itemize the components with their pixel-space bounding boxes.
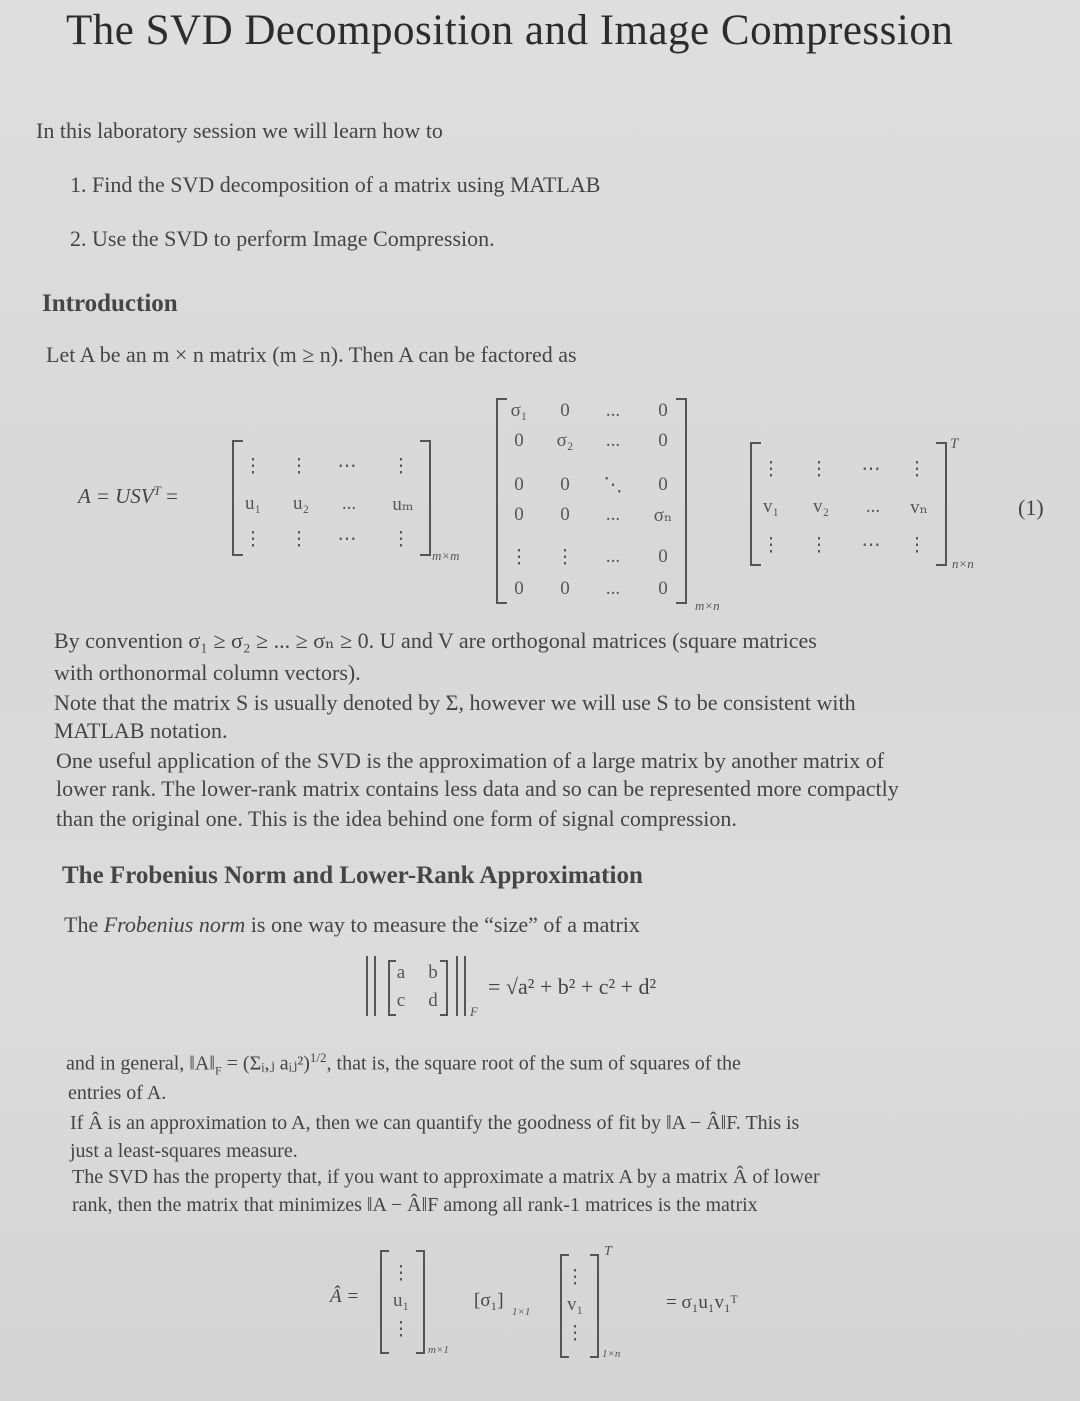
s-cell: ⋮ <box>555 547 575 568</box>
v-size: n×n <box>952 556 974 571</box>
approx-line-1: If Â is an approximation to A, then we can quantify the goodness of fit by ‖A − Â‖F. This is <box>70 1112 800 1134</box>
u-col-2: u₂ <box>292 493 310 514</box>
eq2-v-sup: T <box>604 1244 612 1259</box>
document-title: The SVD Decomposition and Image Compression <box>66 7 954 54</box>
s-cell: σₙ <box>653 505 673 526</box>
convention-line-4: MATLAB notation. <box>54 718 228 743</box>
s-cell: ⋮ <box>509 547 529 568</box>
convention-line-2: with orthonormal column vectors). <box>54 660 361 685</box>
frobenius-intro: The Frobenius norm is one way to measure the “size” of a matrix <box>64 912 640 937</box>
v-sup: T <box>950 436 959 452</box>
s-cell: 0 <box>560 400 570 421</box>
s-cell: ... <box>605 430 621 451</box>
prop-line-1: The SVD has the property that, if you want to approximate a matrix A by a matrix Â of lower <box>72 1166 820 1188</box>
convention-line-6: lower rank. The lower-rank matrix contains less data and so can be represented more compactly <box>56 776 899 801</box>
general-line-2: entries of A. <box>68 1082 167 1104</box>
s-cell: 0 <box>514 504 524 525</box>
equation-number: (1) <box>1018 495 1044 520</box>
eq2-sigma: [σ₁] <box>474 1290 504 1311</box>
eq1-lhs: A = USV <box>78 484 154 508</box>
s-cell: ... <box>605 504 621 525</box>
frobenius-heading: The Frobenius Norm and Lower-Rank Approximation <box>62 862 643 889</box>
s-cell: ... <box>605 546 621 567</box>
goal-item-1: 1. Find the SVD decomposition of a matrix using MATLAB <box>70 172 601 197</box>
s-cell: 0 <box>658 578 668 599</box>
s-cell: 0 <box>560 578 570 599</box>
prop-line-2: rank, then the matrix that minimizes ‖A − Â‖F among all rank-1 matrices is the matrix <box>72 1194 758 1216</box>
s-cell: 0 <box>514 474 524 495</box>
v-col-2: v₂ <box>812 496 830 517</box>
approx-line-2: just a least-squares measure. <box>70 1140 298 1162</box>
s-cell: σ₁ <box>510 400 528 421</box>
eq1-lhs-eq: = <box>166 484 178 508</box>
v-col-dots: ... <box>865 496 881 517</box>
convention-line-1: By convention σ₁ ≥ σ₂ ≥ ... ≥ σₙ ≥ 0. U and V are orthogonal matrices (square matrices <box>54 628 817 653</box>
norm-sub: F <box>470 1004 478 1019</box>
introduction-text: Let A be an m × n matrix (m ≥ n). Then A can be factored as <box>46 342 577 367</box>
eq2-rhs: = σ₁u₁v₁ᵀ <box>666 1292 738 1313</box>
s-cell: 0 <box>560 504 570 525</box>
s-cell: 0 <box>658 430 668 451</box>
u-col-dots: ... <box>341 493 357 514</box>
s-cell: σ₂ <box>556 430 574 451</box>
u-size: m×m <box>432 548 460 563</box>
s-cell: 0 <box>560 474 570 495</box>
convention-line-3: Note that the matrix S is usually denoted by Σ, however we will use S to be consistent with <box>54 690 856 715</box>
eq2-sigma-size: 1×1 <box>512 1306 531 1318</box>
eq1-lhs-sup: T <box>153 483 161 498</box>
convention-line-5: One useful application of the SVD is the approximation of a large matrix by another matrix of <box>56 748 885 773</box>
s-cell: 0 <box>658 400 668 421</box>
s-cell: 0 <box>658 474 668 495</box>
v-col-n: vₙ <box>910 497 928 518</box>
s-cell: ... <box>605 578 621 599</box>
eq2-u-size: m×1 <box>428 1344 449 1356</box>
eq2-v: v₁ <box>566 1294 584 1315</box>
introduction-heading: Introduction <box>42 290 178 317</box>
eq2-u: u₁ <box>392 1290 410 1311</box>
u-col-m: uₘ <box>392 494 414 515</box>
document-page: The SVD Decomposition and Image Compression In this laboratory session we will learn how to 1. Find the SVD decomposition of a matrix using MATLAB 2. Use the SVD to perform Image Compression. Introduction Let A be an m × n matrix (m ≥ n). Then A can be factored as $A = USV^T$ = ⋮ ⋮ ⋯ ⋮ u₁ u₂ ... uₘ ⋮ ⋮ ⋯ ⋮ m×m σ₁ 0 ... 0 0 σ₂ ... 0 0 0 ⋱ 0 0 0 ... σₙ ⋮ ⋮ ... 0 0 0 ... 0 m×n ⋮ ⋮ ⋯ ⋮ v₁ v₂ ... vₙ ⋮ ⋮ ⋯ ⋮ T n×n (1) By convention σ₁ ≥ σ₂ ≥ ... ≥ σₙ ≥ 0. U and V are orthogonal matrices (square matrices with orthonormal column vectors). Note that the matrix S is usually denoted by Σ, however we will use S to be consistent with MATLAB notation. One useful application of the SVD is the approximation of a large matrix by another matrix of lower rank. The lower-rank matrix contains less data and so can be represented more compactly than the original one. This is the idea behind one form of signal compression. The Frobenius Norm and Lower-Rank Approximation The Frobenius norm is one way to measure the “size” of a matrix a b c d F = √a² + b² + c² + d² and in general, $‖A‖_F$ = (Σᵢ,ⱼ aᵢⱼ²)$^{1/2}$, that is, the square root of the sum of squares of the entries of A. If Â is an approximation to A, then we can quantify the goodness of fit by ‖A − Â‖F. This is just a least-squares measure. The SVD has the property that, if you want to approximate a matrix A by a matrix Â of lower rank, then the matrix that minimizes ‖A − Â‖F among all rank-1 matrices is the matrix Â = ⋮ u₁ ⋮ m×1 [σ₁] 1×1 ⋮ v₁ ⋮ T 1×n = σ₁u₁v₁ᵀ <box>0 0 1080 1401</box>
u-col-1: u₁ <box>244 493 262 514</box>
eq2-v-size: 1×n <box>602 1348 621 1360</box>
s-cell: 0 <box>514 578 524 599</box>
eq2-lhs: Â = <box>330 1286 360 1307</box>
norm-rhs: = √a² + b² + c² + d² <box>488 974 657 999</box>
convention-line-7: than the original one. This is the idea behind one form of signal compression. <box>56 806 737 831</box>
v-col-1: v₁ <box>762 496 780 517</box>
intro-line: In this laboratory session we will learn how to <box>36 118 443 143</box>
s-cell: ... <box>605 400 621 421</box>
goal-item-2: 2. Use the SVD to perform Image Compression. <box>70 226 495 251</box>
s-cell: ⋱ <box>603 475 623 496</box>
s-cell: 0 <box>514 430 524 451</box>
general-line-1: and in general, $‖A‖_F$ = (Σᵢ,ⱼ aᵢⱼ²)$^{1/2}$, that is, the square root of the sum of squares of the <box>66 1050 741 1078</box>
s-cell: 0 <box>658 546 668 567</box>
s-size: m×n <box>695 598 720 613</box>
